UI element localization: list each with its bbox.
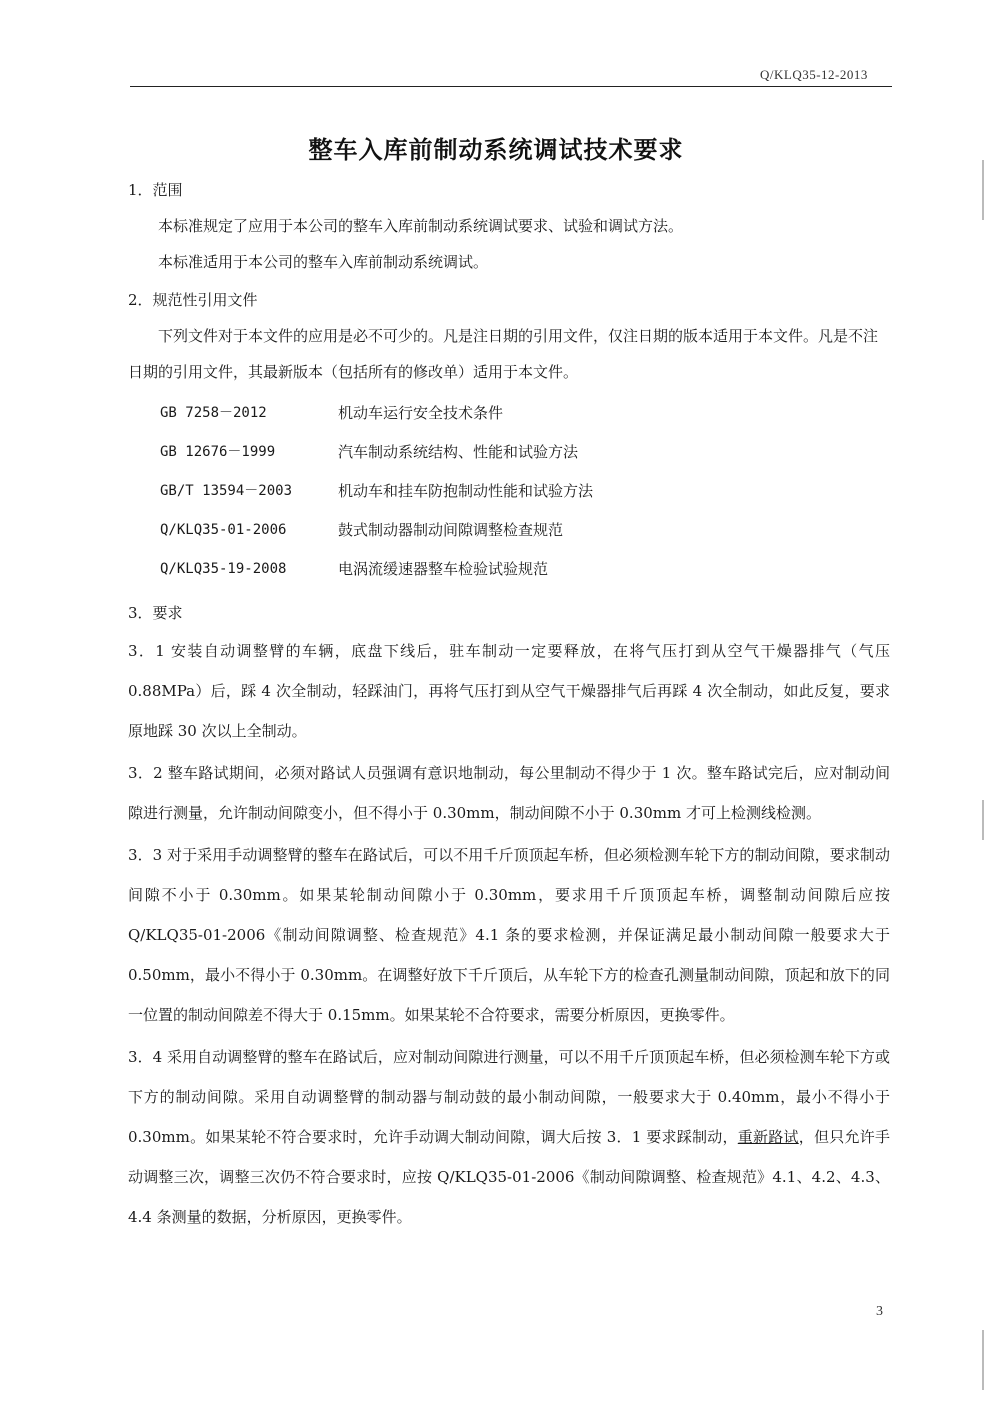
standard-code: Q/KLQ35-12-2013 bbox=[760, 67, 868, 82]
scan-edge-mark bbox=[982, 800, 984, 840]
scan-edge-mark bbox=[982, 160, 984, 220]
reference-code: Q/KLQ35-01-2006 bbox=[160, 522, 287, 538]
scope-paragraph-2: 本标准适用于本公司的整车入库前制动系统调试。 bbox=[158, 253, 489, 271]
reference-item bbox=[160, 511, 890, 550]
header-rule bbox=[130, 86, 892, 88]
requirement-3-4-underlined: 重新路试 bbox=[737, 1128, 799, 1146]
document-body bbox=[128, 170, 890, 1239]
page-number: 3 bbox=[876, 1304, 883, 1319]
references-intro: 下列文件对于本文件的应用是必不可少的。凡是注日期的引用文件，仅注日期的版本适用于本文件。凡是不注日期的引用文件，其最新版本（包括所有的修改单）适用于本文件。 bbox=[128, 327, 879, 381]
requirement-3-3: 3．3 对于采用手动调整臂的整车在路试后，可以不用千斤顶顶起车桥，但必须检测车轮下方的制动间隙，要求制动间隙不小于 0.30mm。如果某轮制动间隙小于 0.30mm，要求用千斤顶顶起车桥，调整制动间隙后应按 Q/KLQ35-01-2006《制动间隙调整、检查规范》4.1 条的要求检测，并保证满足最小制动间隙一般要求大于 0.50mm，最小不得小于 0.30mm。在调整好放下千斤顶后，从车轮下方的检查孔测量制动间隙，顶起和放下的同一位置的制动间隙差不得大于 0.15mm。如果某轮不合符要求，需要分析原因，更换零件。 bbox=[128, 846, 890, 1024]
reference-title: 电涡流缓速器整车检验试验规范 bbox=[338, 560, 549, 578]
reference-item bbox=[160, 394, 890, 433]
scope-paragraph-1: 本标准规定了应用于本公司的整车入库前制动系统调试要求、试验和调试方法。 bbox=[158, 217, 684, 235]
reference-code: GB 7258－2012 bbox=[160, 405, 267, 421]
reference-item bbox=[160, 472, 890, 511]
reference-code: GB 12676－1999 bbox=[160, 444, 276, 460]
reference-code: GB/T 13594－2003 bbox=[160, 483, 293, 499]
section-heading-scope: 1．范围 bbox=[128, 181, 183, 199]
document-title: 整车入库前制动系统调试技术要求 bbox=[308, 135, 684, 164]
reference-title: 机动车和挂车防抱制动性能和试验方法 bbox=[338, 482, 594, 500]
reference-code: Q/KLQ35-19-2008 bbox=[160, 561, 287, 577]
section-heading-references: 2．规范性引用文件 bbox=[128, 291, 258, 309]
requirement-3-2: 3．2 整车路试期间，必须对路试人员强调有意识地制动，每公里制动不得少于 1 次。整车路试完后，应对制动间隙进行测量，允许制动间隙变小，但不得小于 0.30mm，制动间隙不小于 0.30mm 才可上检测线检测。 bbox=[128, 764, 890, 822]
reference-title: 鼓式制动器制动间隙调整检查规范 bbox=[338, 521, 564, 539]
requirement-3-4 bbox=[128, 1037, 890, 1237]
requirement-3-1: 3．1 安装自动调整臂的车辆，底盘下线后，驻车制动一定要释放，在将气压打到从空气干燥器排气（气压 0.88MPa）后，踩 4 次全制动，轻踩油门，再将气压打到从空气干燥器排气后再踩 4 次全制动，如此反复，要求原地踩 30 次以上全制动。 bbox=[128, 642, 890, 740]
reference-title: 机动车运行安全技术条件 bbox=[338, 404, 504, 422]
reference-list bbox=[160, 394, 890, 589]
requirement-3-4-part-2: ，但只允许手动调整三次，调整三次仍不符合要求时，应按 Q/KLQ35-01-2006《制动间隙调整、检查规范》4.1、4.2、4.3、4.4 条测量的数据，分析原因，更换零件。 bbox=[128, 1128, 890, 1226]
requirement-3-4-part-1: 3．4 采用自动调整臂的整车在路试后，应对制动间隙进行测量，可以不用千斤顶顶起车桥，但必须检测车轮下方或下方的制动间隙。采用自动调整臂的制动器与制动鼓的最小制动间隙，一般要求大于 0.40mm，最小不得小于 0.30mm。如果某轮不符合要求时，允许手动调大制动间隙，调大后按 3．1 要求踩制动， bbox=[128, 1048, 890, 1146]
scan-edge-mark bbox=[982, 1330, 984, 1390]
reference-item bbox=[160, 433, 890, 472]
section-heading-requirements: 3．要求 bbox=[128, 604, 183, 622]
reference-item bbox=[160, 550, 890, 589]
reference-title: 汽车制动系统结构、性能和试验方法 bbox=[338, 443, 579, 461]
